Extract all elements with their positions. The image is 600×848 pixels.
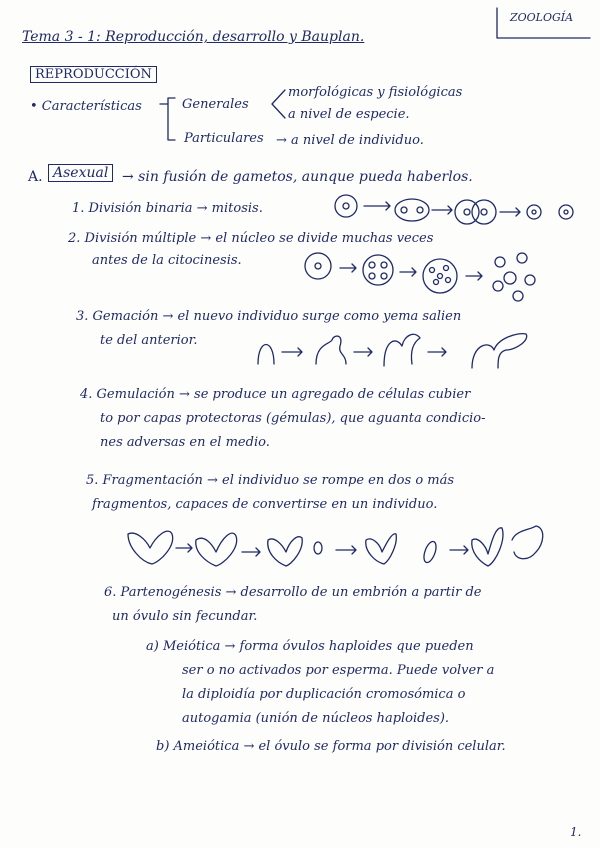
- characteristics-label: • Características: [30, 99, 142, 114]
- item-division-multiple-line1: 2. División múltiple → el núcleo se divide muchas veces: [68, 231, 434, 246]
- item-partenogenesis-line1: 6. Partenogénesis → desarrollo de un embrión a partir de: [104, 585, 482, 600]
- topic-title: Tema 3 - 1: Reproducción, desarrollo y Bauplan.: [22, 29, 365, 45]
- item-division-multiple-line2: antes de la citocinesis.: [92, 253, 242, 268]
- item-ameiotica: b) Ameiótica → el óvulo se forma por división celular.: [156, 739, 506, 754]
- individuo-text: → a nivel de individuo.: [276, 133, 424, 148]
- item-meiotica-line1: a) Meiótica → forma óvulos haploides que pueden: [146, 639, 474, 654]
- asexual-definition: → sin fusión de gametos, aunque pueda haberlos.: [122, 169, 473, 185]
- generales-label: Generales: [182, 97, 249, 112]
- section-title: REPRODUCCIÓN: [30, 66, 157, 83]
- item-meiotica-line2: ser o no activados por esperma. Puede volver a: [182, 663, 495, 678]
- item-fragmentacion-line1: 5. Fragmentación → el individuo se rompe en dos o más: [86, 473, 455, 488]
- particulares-label: Particulares: [184, 131, 264, 146]
- item-division-binaria: 1. División binaria → mitosis.: [72, 201, 263, 216]
- item-gemacion-line1: 3. Gemación → el nuevo individuo surge como yema salien: [76, 309, 462, 324]
- page-number: 1.: [570, 825, 582, 839]
- section-a-letter: A.: [28, 169, 43, 185]
- item-gemulacion-line2: to por capas protectoras (gémulas), que aguanta condicio-: [100, 411, 486, 426]
- asexual-label: Asexual: [48, 164, 113, 182]
- item-gemacion-line2: te del anterior.: [100, 333, 198, 348]
- item-fragmentacion-line2: fragmentos, capaces de convertirse en un individuo.: [92, 497, 438, 512]
- item-partenogenesis-line2: un óvulo sin fecundar.: [112, 609, 258, 624]
- item-meiotica-line3: la diploidía por duplicación cromosómica o: [182, 687, 466, 702]
- especie-text: a nivel de especie.: [288, 107, 410, 122]
- subject-label: ZOOLOGÍA: [510, 11, 574, 24]
- item-gemulacion-line3: nes adversas en el medio.: [100, 435, 270, 450]
- morfologicas-text: morfológicas y fisiológicas: [288, 85, 463, 100]
- item-gemulacion-line1: 4. Gemulación → se produce un agregado de células cubier: [80, 387, 471, 402]
- item-meiotica-line4: autogamia (unión de núcleos haploides).: [182, 711, 450, 726]
